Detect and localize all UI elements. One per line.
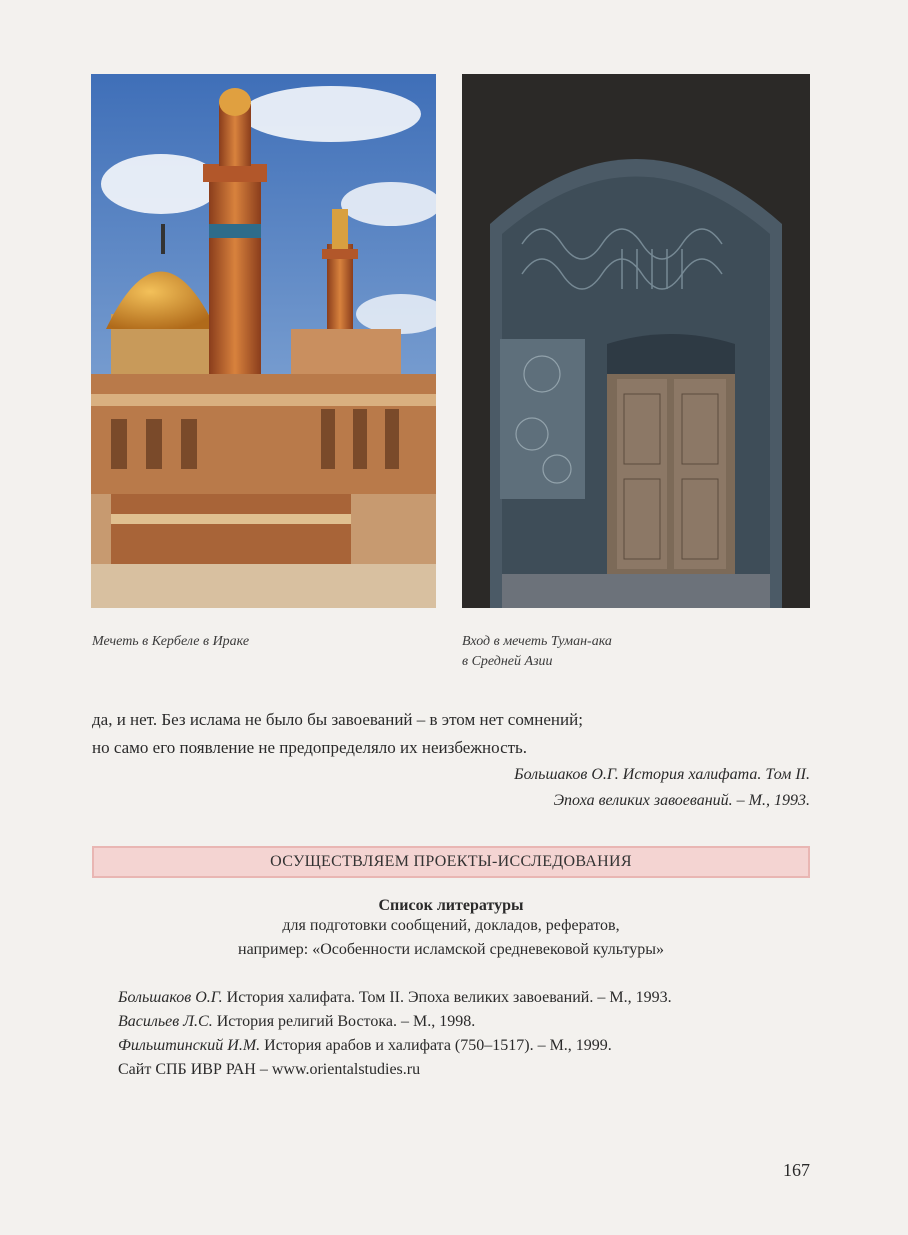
source-line: Большаков О.Г. История халифата. Том II. (514, 766, 810, 783)
reference-item (92, 1010, 808, 1034)
reference-author: Большаков О.Г. (118, 989, 223, 1006)
section-banner: ОСУЩЕСТВЛЯЕМ ПРОЕКТЫ-ИССЛЕДОВАНИЯ (92, 846, 810, 878)
tuman-aka-entrance-photo (462, 74, 810, 608)
caption-line: Вход в мечеть Туман-ака (462, 634, 612, 649)
literature-title: Список литературы (378, 897, 524, 914)
reference-text: История халифата. Том II. Эпоха великих завоеваний. – М., 1993. (222, 989, 672, 1006)
caption-karbala: Мечеть в Кербеле в Ираке (92, 634, 250, 649)
website-reference: Сайт СПБ ИВР РАН – www.orientalstudies.ru (118, 1061, 421, 1078)
reference-item (92, 1034, 808, 1058)
quote-line: но само его появление не предопределяло их неизбежность. (92, 738, 528, 757)
caption-tuman-aka (462, 632, 802, 672)
reference-text: История арабов и халифата (750–1517). – М., 1999. (260, 1037, 612, 1054)
quote-text (92, 706, 810, 762)
caption-line: в Средней Азии (462, 654, 553, 669)
page-number: 167 (783, 1160, 810, 1180)
reference-list (92, 986, 808, 1082)
literature-subtitle: для подготовки сообщений, докладов, рефератов, (282, 917, 620, 934)
reference-author: Фильштинский И.М. (118, 1037, 261, 1054)
reference-item (92, 986, 808, 1010)
source-line: Эпоха великих завоеваний. – М., 1993. (553, 792, 810, 809)
quote-source (210, 762, 810, 814)
karbala-mosque-photo (91, 74, 436, 608)
reference-author: Васильев Л.С. (118, 1013, 213, 1030)
literature-subtitle: например: «Особенности исламской средневековой культуры» (238, 941, 664, 958)
reference-text: История религий Востока. – М., 1998. (212, 1013, 476, 1030)
quote-line: да, и нет. Без ислама не было бы завоеваний – в этом нет сомнений; (92, 710, 583, 729)
